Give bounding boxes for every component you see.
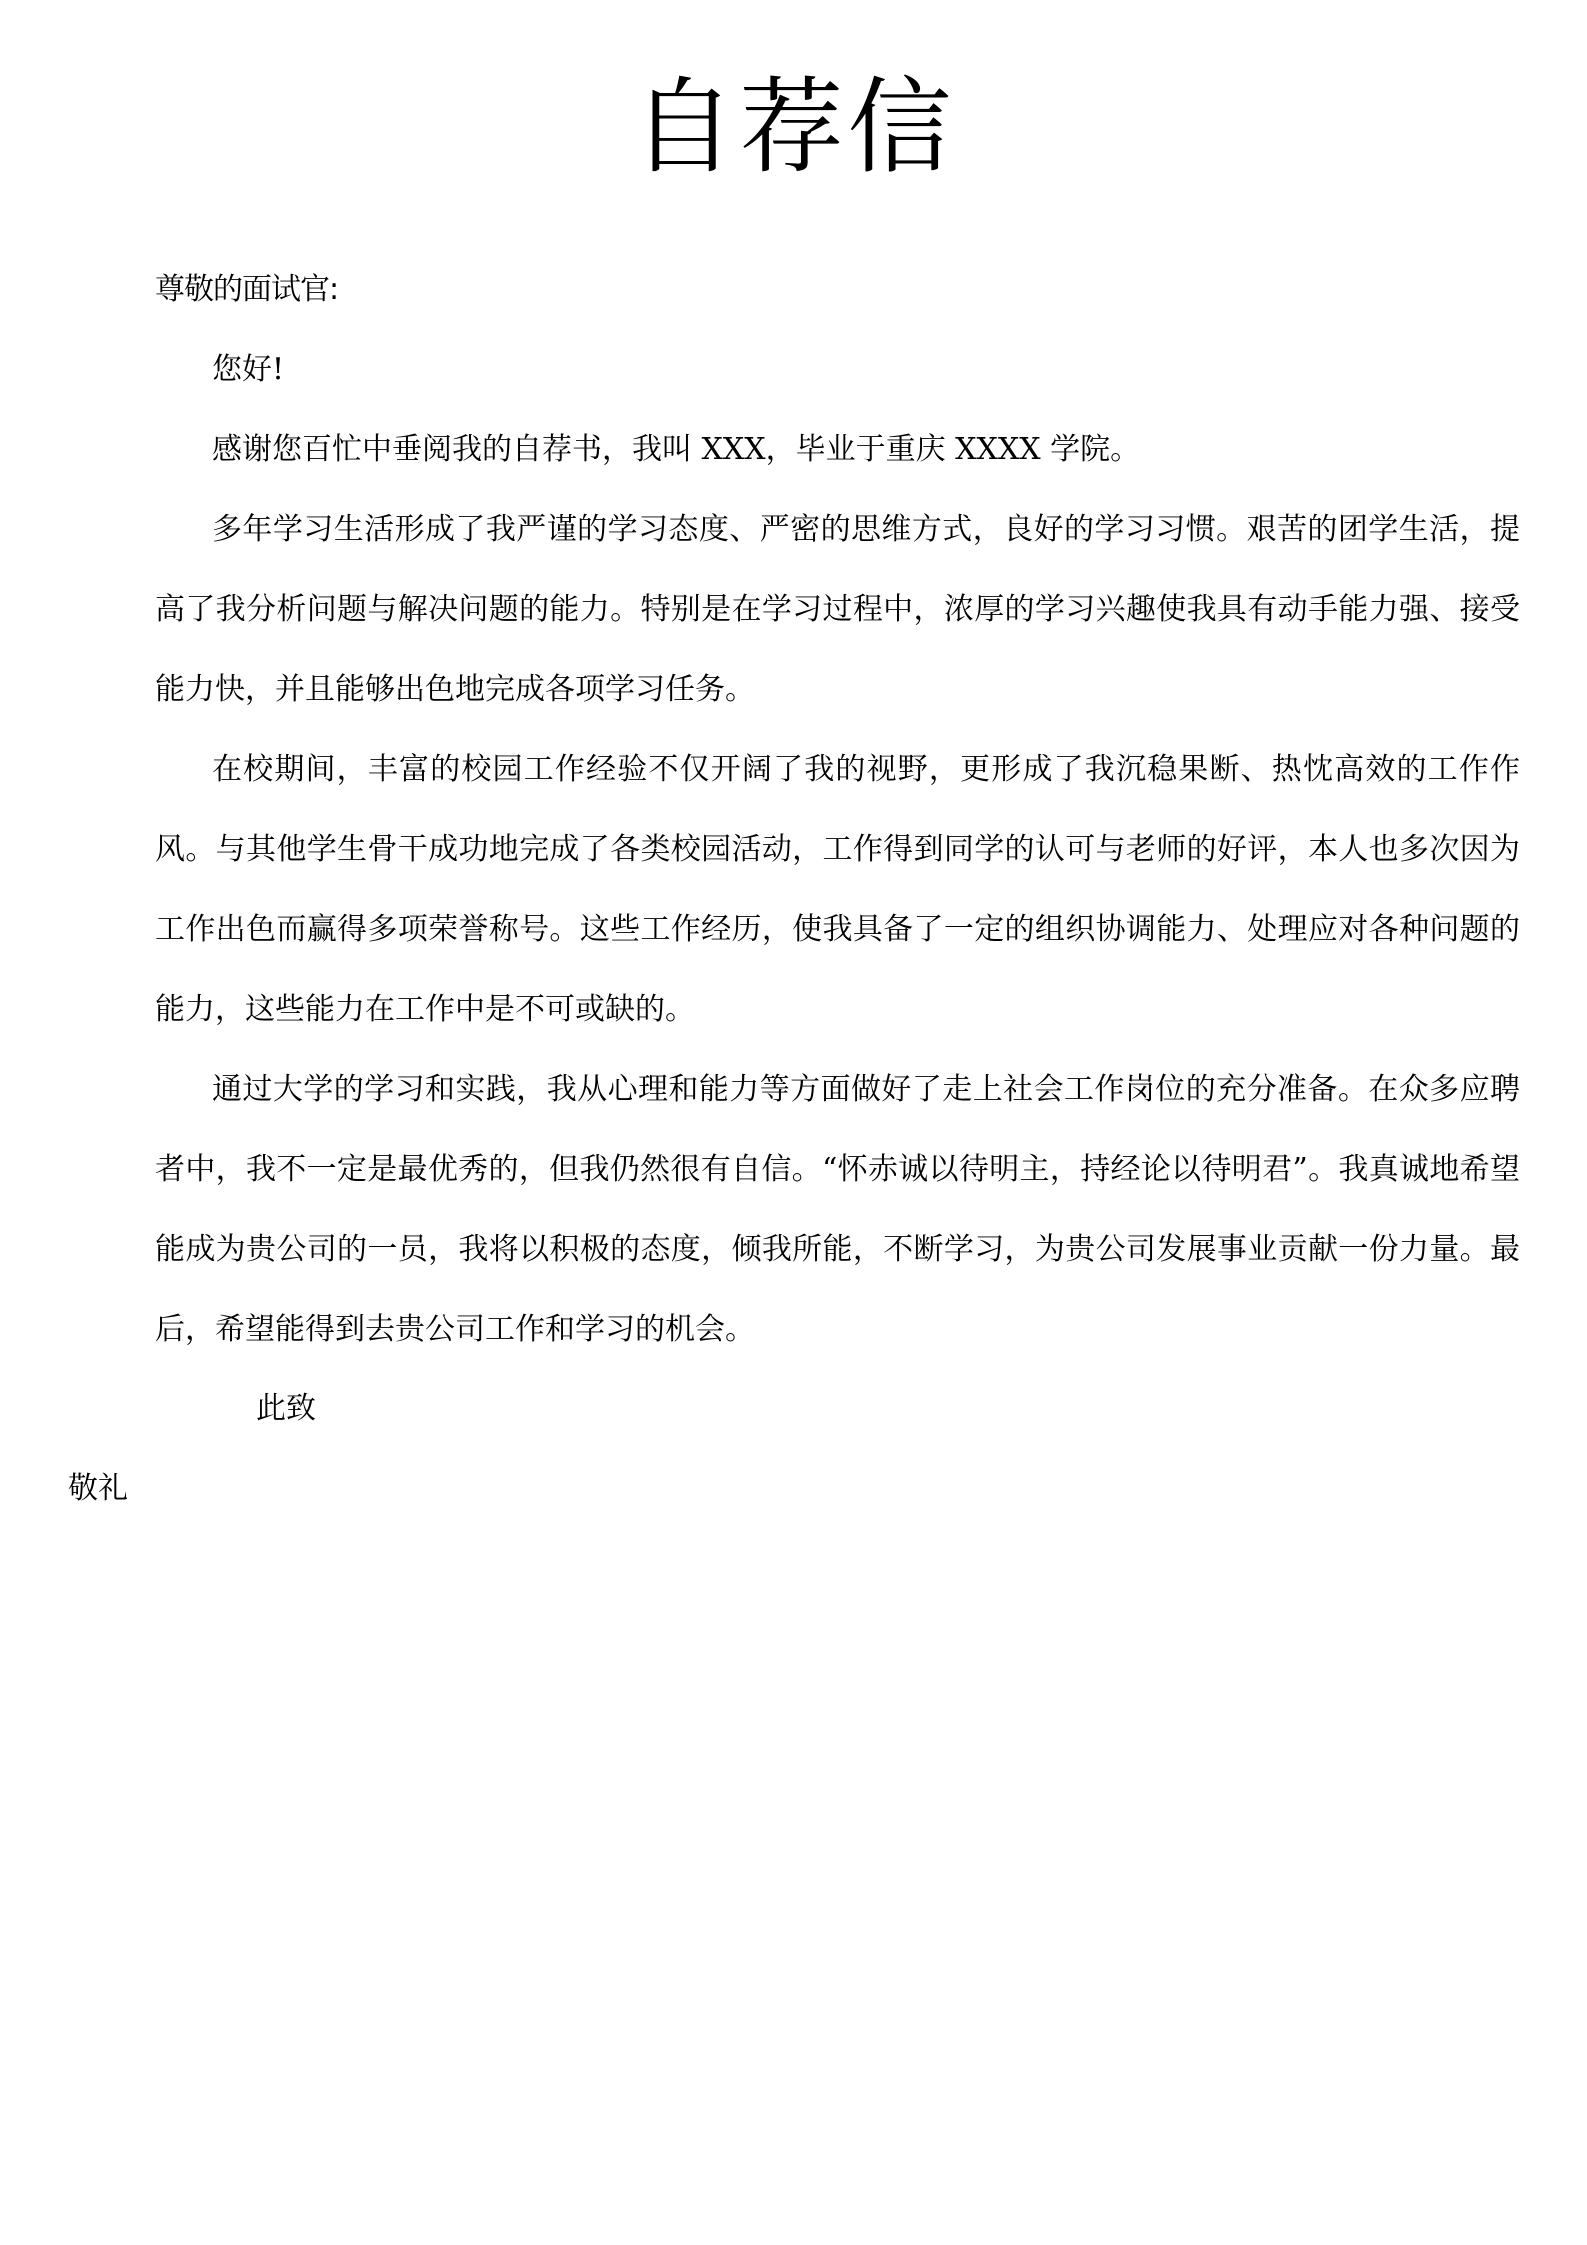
paragraph-campus-work: 在校期间，丰富的校园工作经验不仅开阔了我的视野，更形成了我沉稳果断、热忱高效的工作作风。与其他学生骨干成功地完成了各类校园活动，工作得到同学的认可与老师的好评，本人也多次因为工作出色而赢得多项荣誉称号。这些工作经历，使我具备了一定的组织协调能力、处理应对各种问题的能力，这些能力在工作中是不可或缺的。 [155,752,1520,1027]
greeting: 您好! [212,352,285,387]
salutation: 尊敬的面试官: [155,272,339,307]
letter-title: 自荐信 [631,66,956,188]
closing-phrase: 此致 [256,1391,316,1426]
paragraph-study: 多年学习生活形成了我严谨的学习态度、严密的思维方式，良好的学习习惯。艰苦的团学生活，提高了我分析问题与解决问题的能力。特别是在学习过程中，浓厚的学习兴趣使我具有动手能力强、接受能力快，并且能够出色地完成各项学习任务。 [155,512,1520,707]
paragraph-introduction: 感谢您百忙中垂阅我的自荐书，我叫 XXX，毕业于重庆 XXXX 学院。 [212,432,1141,467]
paragraph-closing-statement: 通过大学的学习和实践，我从心理和能力等方面做好了走上社会工作岗位的充分准备。在众多应聘者中，我不一定是最优秀的，但我仍然很有自信。“怀赤诚以待明主，持经论以待明君”。我真诚地希望能成为贵公司的一员，我将以积极的态度，倾我所能，不断学习，为贵公司发展事业贡献一份力量。最后，希望能得到去贵公司工作和学习的机会。 [155,1072,1520,1347]
regards: 敬礼 [68,1471,128,1506]
